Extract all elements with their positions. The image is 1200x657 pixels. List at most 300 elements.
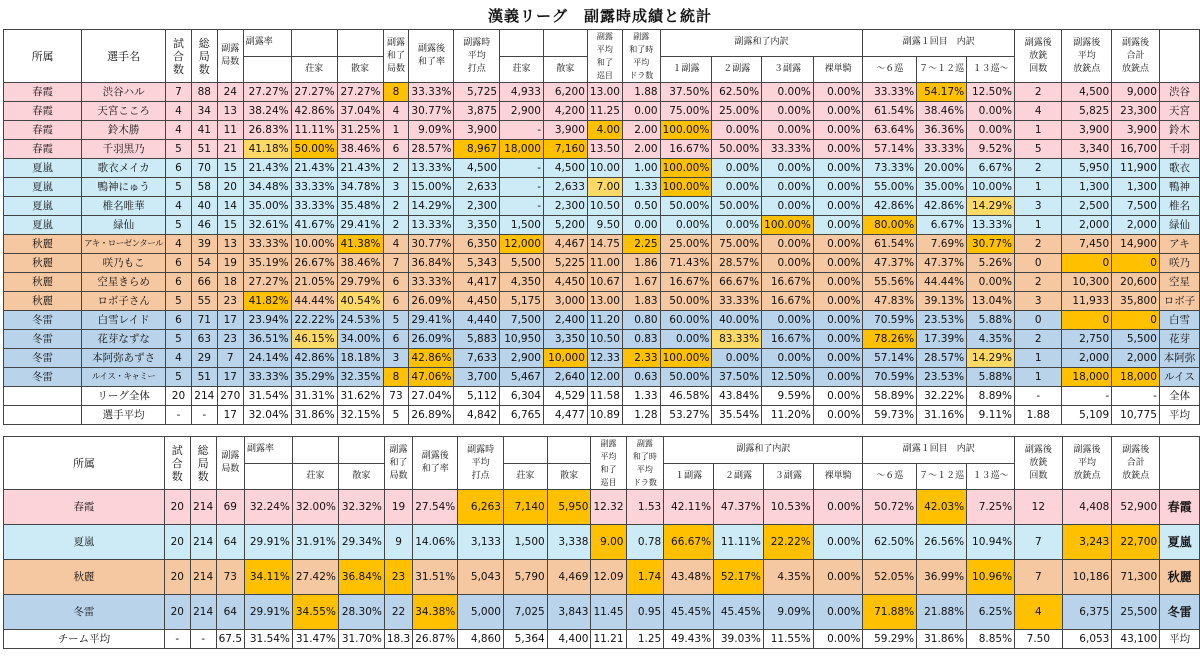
- stat-cell: 1.83: [622, 292, 660, 311]
- stat-cell: 0.00%: [813, 254, 863, 273]
- header-oya: 荘家: [292, 463, 338, 490]
- stat-cell: 20: [217, 178, 243, 197]
- stat-cell: 23: [384, 560, 412, 595]
- stat-cell: 29.91%: [245, 595, 293, 630]
- summary-label: リーグ全体: [82, 387, 166, 406]
- stat-cell: 1: [1015, 216, 1062, 235]
- stat-cell: 18.3: [384, 630, 412, 649]
- stat-cell: 5: [166, 330, 192, 349]
- stat-cell: 38.46%: [337, 140, 383, 159]
- team-cell: 春霞: [4, 490, 165, 525]
- stat-cell: 2,900: [500, 349, 544, 368]
- stat-cell: 40.54%: [337, 292, 383, 311]
- stat-cell: 10.89: [587, 406, 622, 425]
- stat-cell: 39.03%: [714, 630, 764, 649]
- stat-cell: 9.09%: [763, 595, 813, 630]
- stat-cell: 32.00%: [292, 490, 338, 525]
- stat-cell: 12.50%: [762, 368, 814, 387]
- header-sub: ３副露: [762, 56, 814, 83]
- header-sub: ～６巡: [863, 463, 917, 490]
- player-name: ロボ子さん: [82, 292, 166, 311]
- player-name: 空星きらめ: [82, 273, 166, 292]
- stat-cell: 51: [191, 368, 217, 387]
- stat-cell: 100.00%: [660, 159, 712, 178]
- header-row: [4, 437, 1200, 464]
- stat-cell: 35.19%: [243, 254, 291, 273]
- stat-cell: 19: [217, 254, 243, 273]
- stat-cell: 4,933: [500, 83, 544, 102]
- stat-cell: 46: [191, 216, 217, 235]
- player-short: 空星: [1159, 273, 1199, 292]
- stat-cell: 4,408: [1062, 490, 1112, 525]
- stat-cell: 31.54%: [245, 630, 293, 649]
- stat-cell: 10.94%: [967, 525, 1015, 560]
- player-name: 天宮こころ: [82, 102, 166, 121]
- stat-cell: 36.99%: [917, 560, 967, 595]
- stat-cell: 62.50%: [863, 525, 917, 560]
- stat-cell: 24: [217, 83, 243, 102]
- stat-cell: 7.69%: [917, 235, 967, 254]
- stat-cell: 44.44%: [291, 292, 337, 311]
- stat-cell: 28.30%: [338, 595, 384, 630]
- stat-cell: 11,900: [1112, 159, 1160, 178]
- header-win-breakdown: 副露和了内訳: [664, 437, 863, 464]
- stat-cell: 11.11%: [291, 121, 337, 140]
- blank-cell: [4, 406, 82, 425]
- stat-cell: 14: [217, 197, 243, 216]
- summary-short: 平均: [1160, 630, 1200, 649]
- team-cell: 冬雷: [4, 311, 82, 330]
- stat-cell: 4,200: [543, 102, 587, 121]
- player-short: ルイス: [1159, 368, 1199, 387]
- stat-cell: 20: [164, 560, 190, 595]
- stat-cell: 6,263: [458, 490, 504, 525]
- stat-cell: 0.50: [622, 197, 660, 216]
- stat-cell: 32.32%: [338, 490, 384, 525]
- stat-cell: 16.67%: [762, 330, 814, 349]
- stat-cell: 37.04%: [337, 102, 383, 121]
- stat-cell: 9.09%: [409, 121, 454, 140]
- stat-cell: 10.53%: [763, 490, 813, 525]
- player-name: 千羽黒乃: [82, 140, 166, 159]
- stat-cell: 11.21: [591, 630, 626, 649]
- stat-cell: 29.91%: [245, 525, 293, 560]
- header-row: [4, 30, 1200, 57]
- header-blank: [547, 437, 591, 464]
- stat-cell: 31.86%: [291, 406, 337, 425]
- stat-cell: 42.86%: [863, 197, 917, 216]
- stat-cell: 45.45%: [664, 595, 714, 630]
- stat-cell: 5,343: [454, 254, 500, 273]
- stat-cell: 47.37%: [917, 254, 967, 273]
- stat-cell: 0.00%: [813, 159, 863, 178]
- team-cell: 秋麗: [4, 292, 82, 311]
- stat-cell: 0.00%: [762, 349, 814, 368]
- player-name: 渋谷ハル: [82, 83, 166, 102]
- stat-cell: 3,340: [1062, 140, 1112, 159]
- stat-cell: 2,633: [543, 178, 587, 197]
- stat-cell: 47.06%: [409, 368, 454, 387]
- stat-cell: 4.35%: [763, 560, 813, 595]
- stat-cell: 9.11%: [967, 406, 1015, 425]
- team-cell: 冬雷: [4, 595, 165, 630]
- stat-cell: 4: [166, 102, 192, 121]
- header-sub: ～６巡: [863, 56, 917, 83]
- stat-cell: 33.33%: [409, 273, 454, 292]
- stat-cell: 0.00%: [762, 197, 814, 216]
- stat-cell: 31.51%: [413, 560, 458, 595]
- stat-cell: 11.55%: [763, 630, 813, 649]
- stat-cell: -: [191, 406, 217, 425]
- stat-cell: 12.50%: [967, 83, 1015, 102]
- stat-cell: 3,875: [454, 102, 500, 121]
- stat-cell: 100.00%: [660, 121, 712, 140]
- stat-cell: 5,112: [454, 387, 500, 406]
- player-name: 椎名唯華: [82, 197, 166, 216]
- stat-cell: 5: [383, 311, 409, 330]
- stat-cell: 2.00: [622, 140, 660, 159]
- stat-cell: 55.56%: [863, 273, 917, 292]
- stat-cell: 0.00%: [660, 216, 712, 235]
- stat-cell: 0.00%: [762, 102, 814, 121]
- stat-cell: 22: [384, 595, 412, 630]
- stat-cell: 7,160: [543, 140, 587, 159]
- team-short: 秋麗: [1160, 560, 1200, 595]
- stat-cell: 23,300: [1112, 102, 1160, 121]
- stat-cell: 0.00%: [712, 121, 762, 140]
- stat-cell: 6: [383, 330, 409, 349]
- stat-cell: 29.79%: [337, 273, 383, 292]
- stat-cell: 1,500: [500, 216, 544, 235]
- stat-cell: 12,000: [500, 235, 544, 254]
- stat-cell: 60.00%: [660, 311, 712, 330]
- stat-cell: 11.11%: [714, 525, 764, 560]
- stat-cell: 270: [217, 387, 243, 406]
- header-ko: 散家: [337, 56, 383, 83]
- stat-cell: 42.11%: [664, 490, 714, 525]
- stat-cell: 5,000: [458, 595, 504, 630]
- stat-cell: 2.25: [622, 235, 660, 254]
- stat-cell: 6: [166, 273, 192, 292]
- stat-cell: 34.48%: [243, 178, 291, 197]
- team-cell: 冬雷: [4, 349, 82, 368]
- stat-cell: 6.25%: [967, 595, 1015, 630]
- stat-cell: 10.96%: [967, 560, 1015, 595]
- stat-cell: 7.50: [1015, 630, 1063, 649]
- stat-cell: 18,000: [500, 140, 544, 159]
- stat-cell: 17: [217, 311, 243, 330]
- stat-cell: -: [500, 121, 544, 140]
- stat-cell: 35.00%: [243, 197, 291, 216]
- stat-cell: 5,950: [547, 490, 591, 525]
- stat-cell: 214: [190, 595, 216, 630]
- stat-cell: -: [500, 197, 544, 216]
- stat-cell: 0.00%: [813, 216, 863, 235]
- stat-cell: 41.38%: [337, 235, 383, 254]
- stat-cell: 14.06%: [413, 525, 458, 560]
- stat-cell: 4,467: [543, 235, 587, 254]
- stat-cell: 54.17%: [917, 83, 967, 102]
- stat-cell: 69: [216, 490, 244, 525]
- stat-cell: 4,400: [547, 630, 591, 649]
- stat-cell: 8,967: [454, 140, 500, 159]
- stat-cell: 38.46%: [917, 102, 967, 121]
- header-blank: [243, 56, 291, 83]
- stat-cell: 7.00: [587, 178, 622, 197]
- stat-cell: 29: [191, 349, 217, 368]
- stat-cell: 5: [166, 292, 192, 311]
- stat-cell: 37.50%: [660, 83, 712, 102]
- header-deal-avg: 副露後 平均 放銃点: [1062, 30, 1112, 83]
- stat-cell: 1.33: [622, 387, 660, 406]
- stat-cell: 50.00%: [660, 292, 712, 311]
- stat-cell: 27.27%: [243, 83, 291, 102]
- stat-cell: 2.33: [622, 349, 660, 368]
- stat-cell: 42.03%: [917, 490, 967, 525]
- stat-cell: 13.33%: [967, 216, 1015, 235]
- stat-cell: 5,950: [1062, 159, 1112, 178]
- header-oya: 荘家: [291, 56, 337, 83]
- stat-cell: 50.00%: [660, 368, 712, 387]
- stat-cell: 12.33: [587, 349, 622, 368]
- stat-cell: 42.86%: [409, 349, 454, 368]
- stat-cell: 0: [1062, 254, 1112, 273]
- header-oya: 荘家: [503, 463, 547, 490]
- stat-cell: 6.67%: [967, 159, 1015, 178]
- stat-cell: 44.44%: [917, 273, 967, 292]
- stat-cell: 6: [383, 292, 409, 311]
- team-cell: 春霞: [4, 121, 82, 140]
- stat-cell: 0.00%: [813, 102, 863, 121]
- stat-cell: 3,700: [454, 368, 500, 387]
- header-blank: [1160, 437, 1200, 490]
- team-short: 春霞: [1160, 490, 1200, 525]
- stat-cell: 1: [383, 121, 409, 140]
- team-cell: 冬雷: [4, 368, 82, 387]
- stat-cell: 10,775: [1112, 406, 1160, 425]
- stat-cell: 0.00%: [813, 83, 863, 102]
- player-row: [4, 83, 1200, 102]
- stat-cell: 37.50%: [712, 368, 762, 387]
- stat-cell: 0.00%: [762, 178, 814, 197]
- stat-cell: 29.41%: [337, 216, 383, 235]
- stat-cell: 0.95: [626, 595, 664, 630]
- stat-cell: 4,469: [547, 560, 591, 595]
- stat-cell: 50.00%: [712, 140, 762, 159]
- stat-cell: 5: [166, 216, 192, 235]
- stat-cell: 4,529: [543, 387, 587, 406]
- header-hands: 総 局 数: [190, 437, 216, 490]
- stat-cell: -: [500, 159, 544, 178]
- summary-short: 平均: [1159, 406, 1199, 425]
- stat-cell: 14.29%: [409, 197, 454, 216]
- stat-cell: 3,900: [454, 121, 500, 140]
- stat-cell: 0.00%: [967, 121, 1015, 140]
- stat-cell: 70.59%: [863, 368, 917, 387]
- stat-cell: 0.78: [626, 525, 664, 560]
- stat-cell: 4,450: [454, 292, 500, 311]
- header-blank: [291, 30, 337, 57]
- stat-cell: 22,700: [1112, 525, 1160, 560]
- stat-cell: 4.35%: [967, 330, 1015, 349]
- stat-cell: 71.43%: [660, 254, 712, 273]
- stat-cell: 10,000: [543, 349, 587, 368]
- stat-cell: 20,600: [1112, 273, 1160, 292]
- stat-cell: 16.67%: [762, 273, 814, 292]
- header-deal-count: 副露後 放銃 回数: [1015, 30, 1062, 83]
- stat-cell: 33.33%: [291, 178, 337, 197]
- stat-cell: 4: [1015, 102, 1062, 121]
- stat-cell: 0.00%: [813, 406, 863, 425]
- stat-cell: 0.00%: [813, 560, 863, 595]
- stat-cell: 100.00%: [660, 178, 712, 197]
- header-furo-win-rate: 副露後 和了率: [413, 437, 458, 490]
- stat-cell: 27.42%: [292, 560, 338, 595]
- stat-cell: 4,500: [454, 159, 500, 178]
- stat-cell: 7,025: [503, 595, 547, 630]
- stat-cell: 31.54%: [243, 387, 291, 406]
- stat-cell: 11.58: [587, 387, 622, 406]
- stat-cell: 4,842: [454, 406, 500, 425]
- stat-cell: 32.24%: [245, 490, 293, 525]
- stat-cell: 33.33%: [291, 197, 337, 216]
- player-row: [4, 197, 1200, 216]
- stat-cell: 4: [383, 235, 409, 254]
- stat-cell: 23.53%: [917, 311, 967, 330]
- stat-cell: 35,800: [1112, 292, 1160, 311]
- stat-cell: 11.25: [587, 102, 622, 121]
- stat-cell: 59.29%: [863, 630, 917, 649]
- stat-cell: 22.22%: [763, 525, 813, 560]
- player-name: アキ・ローゼンタール: [82, 235, 166, 254]
- stat-cell: 27.54%: [413, 490, 458, 525]
- player-short: 緑仙: [1159, 216, 1199, 235]
- player-short: 咲乃: [1159, 254, 1199, 273]
- stat-cell: 1: [1015, 368, 1062, 387]
- stat-cell: 35.00%: [917, 178, 967, 197]
- stat-cell: 50.00%: [291, 140, 337, 159]
- summary-short: 全体: [1159, 387, 1199, 406]
- stat-cell: -: [190, 630, 216, 649]
- stat-cell: 0.00%: [712, 349, 762, 368]
- header-games: 試 合 数: [164, 437, 190, 490]
- stat-cell: 3,133: [458, 525, 504, 560]
- stat-cell: 0.00%: [712, 216, 762, 235]
- stat-cell: 4: [166, 349, 192, 368]
- stat-cell: 8: [383, 368, 409, 387]
- header-sub: 裸単騎: [813, 463, 863, 490]
- team-short: 夏嵐: [1160, 525, 1200, 560]
- stat-cell: 2,300: [454, 197, 500, 216]
- stat-cell: 1.88: [1015, 406, 1062, 425]
- team-short: 冬雷: [1160, 595, 1200, 630]
- stat-cell: 2.00: [622, 121, 660, 140]
- stat-cell: 30.77%: [967, 235, 1015, 254]
- stat-cell: 67.5: [216, 630, 244, 649]
- stat-cell: 1.86: [622, 254, 660, 273]
- stat-cell: 0.00%: [813, 311, 863, 330]
- stat-cell: 0.00: [622, 216, 660, 235]
- stat-cell: 5,790: [503, 560, 547, 595]
- stat-cell: 33.33%: [712, 292, 762, 311]
- stat-cell: 20: [164, 525, 190, 560]
- stat-cell: 1,300: [1062, 178, 1112, 197]
- stat-cell: 32.22%: [917, 387, 967, 406]
- stat-cell: 0.00%: [660, 330, 712, 349]
- player-row: [4, 292, 1200, 311]
- team-cell: 春霞: [4, 102, 82, 121]
- stat-cell: 5: [166, 368, 192, 387]
- stat-cell: 7: [1015, 525, 1063, 560]
- stat-cell: 27.27%: [337, 83, 383, 102]
- stat-cell: 19: [384, 490, 412, 525]
- player-row: [4, 159, 1200, 178]
- stat-cell: 20.00%: [917, 159, 967, 178]
- stat-cell: 16.67%: [660, 273, 712, 292]
- player-row: [4, 121, 1200, 140]
- stat-cell: 23: [217, 330, 243, 349]
- header-player: 選手名: [82, 30, 166, 83]
- stat-cell: 34.38%: [413, 595, 458, 630]
- stat-cell: 13.50: [587, 140, 622, 159]
- stat-cell: 29.34%: [338, 525, 384, 560]
- stat-cell: 13.33%: [409, 216, 454, 235]
- stat-cell: 214: [190, 525, 216, 560]
- stat-cell: 39: [191, 235, 217, 254]
- stat-cell: 36.84%: [409, 254, 454, 273]
- player-short: 花芽: [1159, 330, 1199, 349]
- header-avg-points: 副露時 平均 打点: [454, 30, 500, 83]
- stat-cell: 4: [383, 102, 409, 121]
- stat-cell: 51: [191, 140, 217, 159]
- player-name: 本阿弥あずさ: [82, 349, 166, 368]
- header-deal-total: 副露後 合計 放銃点: [1112, 30, 1160, 83]
- stat-cell: 6: [166, 254, 192, 273]
- stat-cell: 18,000: [1062, 368, 1112, 387]
- stat-cell: 29.41%: [409, 311, 454, 330]
- stat-cell: 1,500: [503, 525, 547, 560]
- header-sub: １副露: [660, 56, 712, 83]
- stat-cell: 15: [217, 216, 243, 235]
- stat-cell: 42.86%: [917, 197, 967, 216]
- stat-cell: 0.83: [622, 330, 660, 349]
- header-deal-avg: 副露後 平均 放銃点: [1062, 437, 1112, 490]
- stat-cell: 5: [383, 406, 409, 425]
- stat-cell: 3,900: [1112, 121, 1160, 140]
- stat-cell: 12.00: [587, 368, 622, 387]
- stat-cell: 38.46%: [337, 254, 383, 273]
- team-cell: 冬雷: [4, 330, 82, 349]
- stat-cell: 0.00%: [813, 140, 863, 159]
- stat-cell: 2,500: [1062, 197, 1112, 216]
- stat-cell: 5: [166, 140, 192, 159]
- stat-cell: 5: [1015, 140, 1062, 159]
- stat-cell: 4,500: [1062, 83, 1112, 102]
- header-blank: [543, 30, 587, 57]
- stat-cell: 34.11%: [245, 560, 293, 595]
- stat-cell: 4,450: [543, 273, 587, 292]
- stat-cell: 10,186: [1062, 560, 1112, 595]
- player-row: [4, 368, 1200, 387]
- stat-cell: 0.00%: [813, 368, 863, 387]
- header-furo-hands: 副露 局数: [217, 30, 243, 83]
- stat-cell: 66.67%: [712, 273, 762, 292]
- stat-cell: 88: [191, 83, 217, 102]
- stat-cell: 28.57%: [712, 254, 762, 273]
- stat-cell: 1.33: [622, 178, 660, 197]
- stat-cell: 58: [191, 178, 217, 197]
- player-name: 緑仙: [82, 216, 166, 235]
